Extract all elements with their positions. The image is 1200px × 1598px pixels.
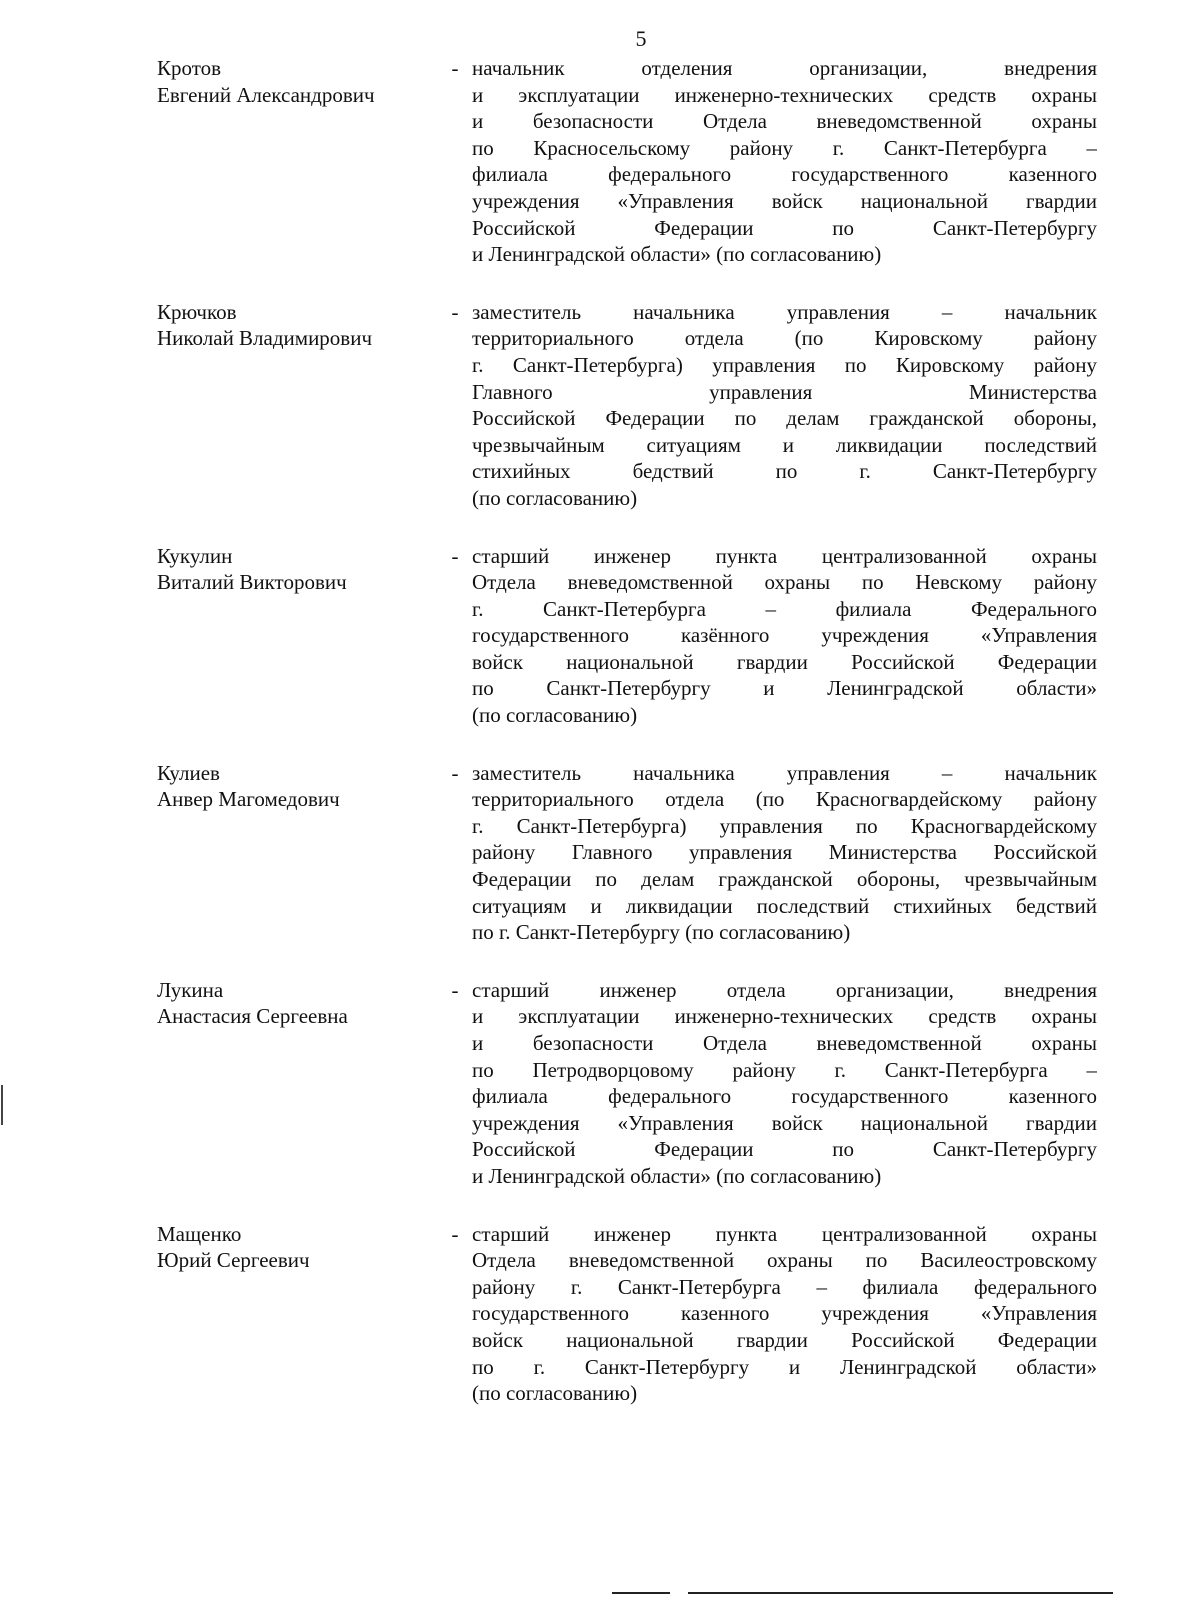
position-line: филиала федерального государственного казенного: [472, 162, 1097, 187]
position-line: территориального отдела (по Красногвардейскому району: [472, 787, 1097, 812]
person-name: [157, 760, 442, 946]
person-name: [157, 299, 442, 512]
given-names: Евгений Александрович: [157, 82, 375, 107]
page-number: 5: [635, 26, 647, 51]
position-line: и Ленинградской области» (по согласованию): [472, 242, 882, 267]
position-line: (по согласованию): [472, 703, 638, 728]
position-line: государственного казённого учреждения «Управления: [472, 623, 1097, 648]
position-line: войск национальной гвардии Российской Федерации: [472, 1327, 1097, 1352]
position-description: [472, 55, 1097, 268]
position-line: по г. Санкт-Петербургу (по согласованию): [472, 920, 851, 945]
position-line: Главного управления Министерства: [472, 379, 1097, 404]
footer-rule-right: [688, 1592, 1113, 1594]
position-line: территориального отдела (по Кировскому району: [472, 326, 1097, 351]
position-line: по г. Санкт-Петербургу и Ленинградской области»: [472, 1354, 1097, 1379]
position-line: и Ленинградской области» (по согласованию): [472, 1163, 882, 1188]
position-line: и эксплуатации инженерно-технических средств охраны: [472, 82, 1097, 107]
dash: -: [451, 56, 459, 80]
position-line: району г. Санкт-Петербурга – филиала федерального: [472, 1274, 1097, 1299]
position-line: учреждения «Управления войск национальной гвардии: [472, 1110, 1097, 1135]
dash: -: [451, 543, 459, 568]
position-description: [472, 299, 1097, 512]
surname: Кулиев: [157, 760, 220, 785]
position-line: старший инженер пункта централизованной охраны: [472, 543, 1097, 568]
given-names: Юрий Сергеевич: [157, 1248, 310, 1273]
given-names: Анвер Магомедович: [157, 787, 340, 812]
scan-edge-mark: [1, 1085, 3, 1125]
position-line: Федерации по делам гражданской обороны, чрезвычайным: [472, 867, 1097, 892]
position-line: Российской Федерации по Санкт-Петербургу: [472, 1137, 1097, 1162]
position-description: [472, 543, 1097, 729]
position-line: Российской Федерации по Санкт-Петербургу: [472, 215, 1097, 240]
position-line: району Главного управления Министерства Российской: [472, 840, 1097, 865]
position-line: Отдела вневедомственной охраны по Василеостровскому: [472, 1248, 1097, 1273]
list-item: [157, 977, 1102, 1190]
surname: Кротов: [157, 56, 222, 80]
position-line: учреждения «Управления войск национальной гвардии: [472, 188, 1097, 213]
position-line: Российской Федерации по делам гражданской обороны,: [472, 406, 1097, 431]
position-line: чрезвычайным ситуациям и ликвидации последствий: [472, 432, 1097, 457]
position-description: [472, 1221, 1097, 1407]
position-line: государственного казенного учреждения «Управления: [472, 1301, 1097, 1326]
list-item: [157, 760, 1102, 946]
position-description: [472, 760, 1097, 946]
position-line: (по согласованию): [472, 1381, 638, 1406]
dash: -: [451, 1221, 459, 1246]
surname: Лукина: [157, 977, 224, 1002]
list-item: [157, 299, 1102, 512]
position-description: [472, 977, 1097, 1190]
position-line: стихийных бедствий по г. Санкт-Петербургу: [472, 459, 1097, 484]
position-line: начальник отделения организации, внедрения: [472, 56, 1097, 80]
position-line: по Красносельскому району г. Санкт-Петербурга –: [472, 135, 1097, 160]
dash: -: [451, 760, 459, 785]
surname: Мащенко: [157, 1221, 242, 1246]
given-names: Николай Владимирович: [157, 326, 373, 351]
position-line: Отдела вневедомственной охраны по Невскому району: [472, 570, 1097, 595]
position-line: г. Санкт-Петербурга) управления по Кировскому району: [472, 352, 1097, 377]
position-line: и эксплуатации инженерно-технических средств охраны: [472, 1004, 1097, 1029]
person-name: [157, 55, 442, 268]
person-name: [157, 1221, 442, 1407]
position-line: по Петродворцовому району г. Санкт-Петербурга –: [472, 1057, 1097, 1082]
surname: Крючков: [157, 299, 237, 324]
position-line: заместитель начальника управления – начальник: [472, 760, 1097, 785]
person-name: [157, 543, 442, 729]
position-line: войск национальной гвардии Российской Федерации: [472, 649, 1097, 674]
position-line: по Санкт-Петербургу и Ленинградской области»: [472, 676, 1097, 701]
position-line: (по согласованию): [472, 485, 638, 510]
position-line: ситуациям и ликвидации последствий стихийных бедствий: [472, 893, 1097, 918]
dash: -: [451, 299, 459, 324]
position-line: старший инженер пункта централизованной охраны: [472, 1221, 1097, 1246]
position-line: заместитель начальника управления – начальник: [472, 299, 1097, 324]
given-names: Виталий Викторович: [157, 570, 347, 595]
surname: Кукулин: [157, 543, 233, 568]
dash: -: [451, 977, 459, 1002]
position-line: и безопасности Отдела вневедомственной охраны: [472, 1031, 1097, 1055]
person-name: [157, 977, 442, 1190]
footer-rule-left: [612, 1592, 670, 1594]
position-line: филиала федерального государственного казенного: [472, 1084, 1097, 1109]
member-list: [157, 55, 1102, 1407]
list-item: [157, 1221, 1102, 1407]
list-item: [157, 55, 1102, 268]
position-line: г. Санкт-Петербурга – филиала Федерального: [472, 596, 1097, 621]
position-line: и безопасности Отдела вневедомственной охраны: [472, 109, 1097, 134]
given-names: Анастасия Сергеевна: [157, 1004, 348, 1029]
position-line: г. Санкт-Петербурга) управления по Красногвардейскому: [472, 813, 1097, 838]
list-item: [157, 543, 1102, 729]
position-line: старший инженер отдела организации, внедрения: [472, 977, 1097, 1002]
